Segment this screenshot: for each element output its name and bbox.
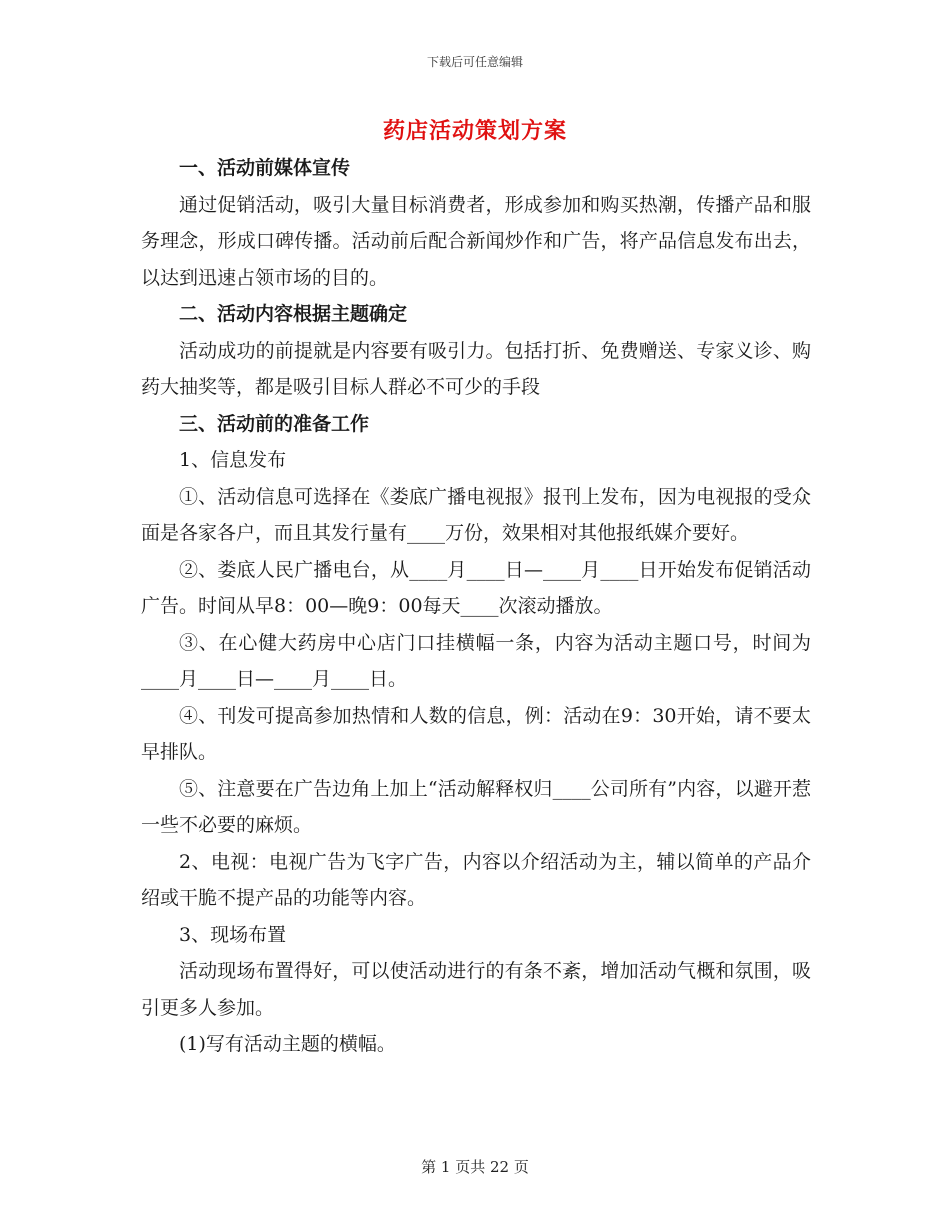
- list-item: ⑤、注意要在广告边角上加上“活动解释权归____公司所有”内容，以避开惹一些不必要的麻烦。: [141, 777, 811, 836]
- list-item: ④、刊发可提高参加热情和人数的信息，例：活动在9：30开始，请不要太早排队。: [141, 704, 811, 763]
- subheading-info-release: 1、信息发布: [179, 449, 287, 471]
- section-heading-2: 二、活动内容根据主题确定: [179, 303, 408, 325]
- page-footer: 第 1 页共 22 页: [421, 1158, 529, 1176]
- list-item: ①、活动信息可选择在《娄底广播电视报》报刊上发布，因为电视报的受众面是各家各户，而且其发行量有____万份，效果相对其他报纸媒介要好。: [141, 485, 811, 544]
- header-note: 下载后可任意编辑: [426, 55, 523, 69]
- paragraph: 活动成功的前提就是内容要有吸引力。包括打折、免费赠送、专家义诊、购药大抽奖等，都是吸引目标人群必不可少的手段: [141, 339, 811, 398]
- list-item: (1)写有活动主题的横幅。: [179, 1033, 396, 1055]
- document-title: 药店活动策划方案: [382, 118, 567, 144]
- document-body: [141, 150, 811, 1063]
- section-heading-3: 三、活动前的准备工作: [179, 412, 370, 435]
- paragraph: 活动现场布置得好，可以使活动进行的有条不紊，增加活动气概和氛围，吸引更多人参加。: [141, 960, 811, 1019]
- list-item: ②、娄底人民广播电台，从____月____日—____月____日开始发布促销活动广告。时间从早8：00—晚9：00每天____次滚动播放。: [141, 558, 811, 617]
- list-item: ③、在心健大药房中心店门口挂横幅一条，内容为活动主题口号，时间为____月____日—____月____日。: [141, 631, 811, 690]
- subheading-site-layout: 3、现场布置: [179, 923, 287, 946]
- paragraph: 通过促销活动，吸引大量目标消费者，形成参加和购买热潮，传播产品和服务理念，形成口碑传播。活动前后配合新闻炒作和广告，将产品信息发布出去，以达到迅速占领市场的目的。: [141, 193, 811, 289]
- section-heading-1: 一、活动前媒体宣传: [179, 157, 351, 179]
- paragraph: 2、电视：电视广告为飞字广告，内容以介绍活动为主，辅以简单的产品介绍或干脆不提产品的功能等内容。: [141, 850, 811, 909]
